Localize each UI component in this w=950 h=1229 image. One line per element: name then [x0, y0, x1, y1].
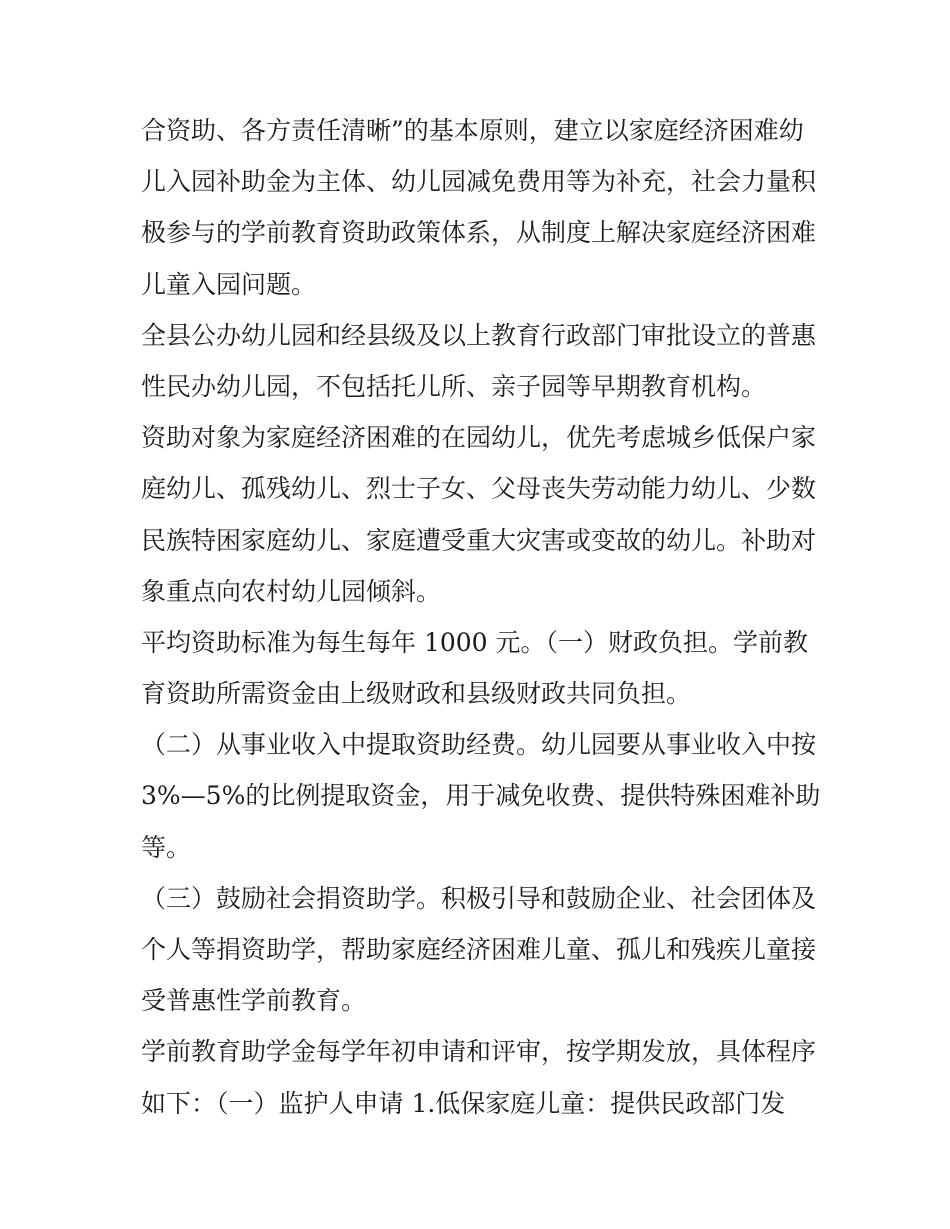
text-line: 象重点向农村幼儿园倾斜。 [141, 576, 442, 606]
text-line: 资助对象为家庭经济困难的在园幼儿，优先考虑城乡低保户家 [141, 423, 817, 453]
text-line: 性民办幼儿园，不包括托儿所、亲子园等早期教育机构。 [141, 371, 767, 401]
text-line: 庭幼儿、孤残幼儿、烈士子女、父母丧失劳动能力幼儿、少数 [141, 474, 817, 504]
document-body [141, 105, 821, 1129]
text-line: 学前教育助学金每学年初申请和评审，按学期发放，具体程序 [141, 1037, 817, 1067]
text-line: 育资助所需资金由上级财政和县级财政共同负担。 [141, 679, 692, 709]
text-line: 民族特困家庭幼儿、家庭遭受重大灾害或变故的幼儿。补助对 [141, 525, 817, 555]
text-line: 极参与的学前教育资助政策体系，从制度上解决家庭经济困难 [141, 218, 817, 248]
text-line: （二）从事业收入中提取资助经费。幼儿园要从事业收入中按 [141, 730, 817, 760]
text-line: 合资助、各方责任清晰”的基本原则，建立以家庭经济困难幼 [141, 116, 804, 145]
text-line: （三）鼓励社会捐资助学。积极引导和鼓励企业、社会团体及 [141, 883, 817, 913]
text-line: 平均资助标准为每生每年 1000 元。（一）财政负担。学前教 [141, 627, 809, 657]
text-line: 全县公办幼儿园和经县级及以上教育行政部门审批设立的普惠 [141, 320, 817, 350]
text-line: 儿入园补助金为主体、幼儿园减免费用等为补充，社会力量积 [141, 167, 817, 197]
text-line: 儿童入园问题。 [141, 269, 317, 299]
text-line: 如下：（一）监护人申请 1.低保家庭儿童：提供民政部门发 [141, 1088, 786, 1118]
text-line: 等。 [141, 832, 192, 862]
text-line: 个人等捐资助学，帮助家庭经济困难儿童、孤儿和残疾儿童接 [141, 935, 817, 964]
text-line: 受普惠性学前教育。 [141, 986, 367, 1016]
text-line: 3%—5%的比例提取资金，用于减免收费、提供特殊困难补助 [141, 781, 821, 811]
